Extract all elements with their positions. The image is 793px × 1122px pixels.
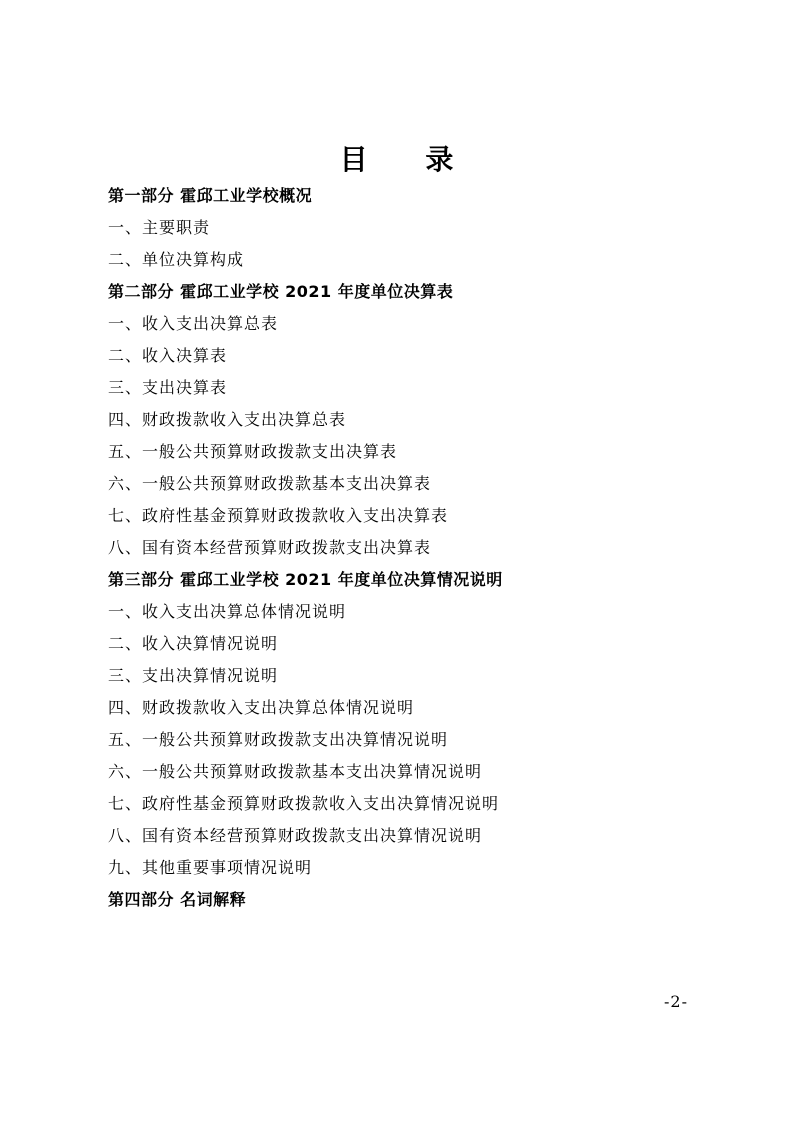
toc-item: 五、一般公共预算财政拨款支出决算表 [108,442,398,461]
toc-item: 一、收入支出决算总表 [108,314,279,333]
toc-item: 六、一般公共预算财政拨款基本支出决算情况说明 [108,762,483,781]
toc-item: 七、政府性基金预算财政拨款收入支出决算表 [108,506,449,525]
toc-item: 八、国有资本经营预算财政拨款支出决算表 [108,538,432,557]
toc-item: 六、一般公共预算财政拨款基本支出决算表 [108,474,432,493]
toc-item: 二、单位决算构成 [108,250,245,269]
page-title: 目 录 [339,143,478,176]
toc-item: 七、政府性基金预算财政拨款收入支出决算情况说明 [108,794,500,813]
toc-part-heading: 第四部分 名词解释 [108,890,247,909]
toc-item: 九、其他重要事项情况说明 [108,858,313,877]
toc-part-heading: 第二部分 霍邱工业学校 2021 年度单位决算表 [108,282,454,301]
toc-item: 三、支出决算情况说明 [108,666,279,685]
toc-item: 八、国有资本经营预算财政拨款支出决算情况说明 [108,826,483,845]
toc-item: 二、收入决算表 [108,346,228,365]
toc-item: 一、主要职责 [108,218,211,237]
toc-item: 二、收入决算情况说明 [108,634,279,653]
toc-item: 四、财政拨款收入支出决算总体情况说明 [108,698,415,717]
toc-item: 一、收入支出决算总体情况说明 [108,602,347,621]
toc-item: 四、财政拨款收入支出决算总表 [108,410,347,429]
toc-item: 三、支出决算表 [108,378,228,397]
page-number: -2- [664,992,688,1011]
toc-item: 五、一般公共预算财政拨款支出决算情况说明 [108,730,449,749]
table-of-contents [108,180,708,916]
toc-part-heading: 第一部分 霍邱工业学校概况 [108,186,313,205]
toc-part-heading: 第三部分 霍邱工业学校 2021 年度单位决算情况说明 [108,570,503,589]
